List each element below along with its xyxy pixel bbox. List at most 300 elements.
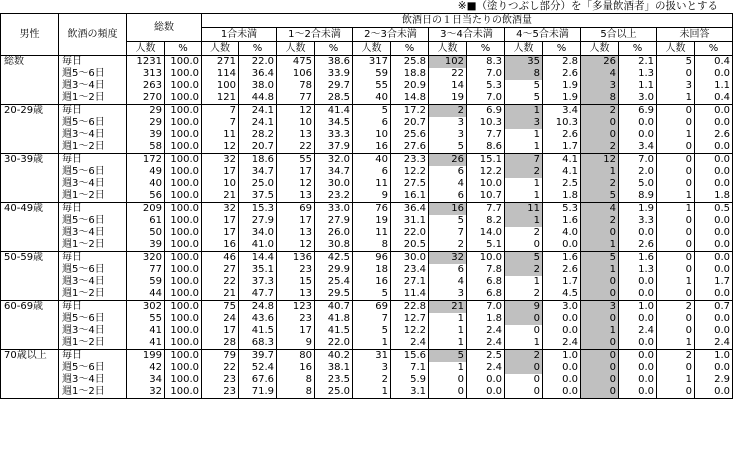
group-label: 40-49歳: [1, 203, 59, 252]
frequency-label: 週1～2日: [59, 92, 127, 105]
cell-value: 0: [429, 374, 467, 386]
table-row: [1, 154, 733, 167]
cell-value: 17: [277, 166, 315, 178]
cell-value: 100.0: [165, 68, 202, 80]
header-category: 2～3合未満: [353, 28, 429, 42]
cell-value: 0: [505, 374, 543, 386]
cell-value: 1: [505, 129, 543, 141]
cell-value: 5: [353, 325, 391, 337]
cell-value: 100.0: [165, 80, 202, 92]
cell-value: 7: [353, 313, 391, 325]
cell-value: 3: [657, 80, 695, 92]
cell-value: 8: [277, 386, 315, 399]
cell-value: 0.0: [695, 178, 733, 190]
cell-value: 2.1: [619, 56, 657, 69]
cell-value: 32: [127, 386, 165, 399]
cell-value: 172: [127, 154, 165, 167]
table-row: [1, 227, 733, 239]
cell-value: 0: [581, 129, 619, 141]
cell-value: 0.0: [543, 239, 581, 252]
cell-value: 36.4: [239, 68, 277, 80]
cell-value: 1: [505, 178, 543, 190]
cell-value: 59: [353, 68, 391, 80]
cell-value: 22.0: [239, 56, 277, 69]
cell-value: 270: [127, 92, 165, 105]
cell-value: 0: [581, 362, 619, 374]
cell-value: 1: [581, 239, 619, 252]
cell-value: 2: [657, 350, 695, 363]
cell-value: 17: [202, 325, 239, 337]
cell-value: 0: [657, 105, 695, 118]
header-category: 未回答: [657, 28, 733, 42]
header-percent: %: [391, 42, 429, 56]
cell-value: 22: [429, 68, 467, 80]
cell-value: 1: [505, 141, 543, 154]
cell-value: 8.3: [467, 56, 505, 69]
cell-value: 0: [657, 68, 695, 80]
cell-value: 0.0: [543, 362, 581, 374]
cell-value: 3.0: [619, 92, 657, 105]
cell-value: 31: [353, 350, 391, 363]
group-label: 50-59歳: [1, 252, 59, 301]
cell-value: 17: [277, 215, 315, 227]
cell-value: 0: [657, 362, 695, 374]
cell-value: 100.0: [165, 203, 202, 216]
cell-value: 317: [353, 56, 391, 69]
cell-value: 16: [277, 362, 315, 374]
cell-value: 100.0: [165, 129, 202, 141]
frequency-label: 週3～4日: [59, 178, 127, 190]
frequency-label: 週3～4日: [59, 374, 127, 386]
cell-value: 1: [505, 105, 543, 118]
frequency-label: 週5～6日: [59, 117, 127, 129]
cell-value: 0.0: [695, 362, 733, 374]
cell-value: 1.8: [695, 190, 733, 203]
group-label: 30-39歳: [1, 154, 59, 203]
cell-value: 2: [581, 178, 619, 190]
cell-value: 21: [202, 190, 239, 203]
cell-value: 3: [429, 117, 467, 129]
cell-value: 46: [202, 252, 239, 265]
cell-value: 5: [429, 141, 467, 154]
cell-value: 10: [277, 117, 315, 129]
cell-value: 100.0: [165, 350, 202, 363]
cell-value: 0: [657, 227, 695, 239]
cell-value: 0.0: [695, 227, 733, 239]
frequency-label: 週3～4日: [59, 80, 127, 92]
cell-value: 6: [429, 264, 467, 276]
cell-value: 123: [277, 301, 315, 314]
cell-value: 28.5: [315, 92, 353, 105]
cell-value: 6.9: [619, 105, 657, 118]
cell-value: 0: [581, 227, 619, 239]
table-row: [1, 117, 733, 129]
cell-value: 79: [202, 350, 239, 363]
frequency-label: 週5～6日: [59, 264, 127, 276]
cell-value: 23: [202, 374, 239, 386]
cell-value: 44.8: [239, 92, 277, 105]
cell-value: 100.0: [165, 264, 202, 276]
cell-value: 14.8: [391, 92, 429, 105]
cell-value: 23: [277, 264, 315, 276]
cell-value: 100.0: [165, 92, 202, 105]
cell-value: 23.4: [391, 264, 429, 276]
cell-value: 0.4: [695, 56, 733, 69]
cell-value: 0.0: [543, 374, 581, 386]
cell-value: 11: [353, 227, 391, 239]
cell-value: 4: [429, 178, 467, 190]
cell-value: 41: [127, 337, 165, 350]
cell-value: 77: [127, 264, 165, 276]
cell-value: 0.0: [543, 313, 581, 325]
frequency-label: 週1～2日: [59, 141, 127, 154]
cell-value: 2.4: [391, 337, 429, 350]
cell-value: 16.1: [391, 190, 429, 203]
frequency-label: 毎日: [59, 350, 127, 363]
cell-value: 11: [353, 178, 391, 190]
cell-value: 58: [127, 141, 165, 154]
cell-value: 40.7: [315, 301, 353, 314]
cell-value: 39: [127, 239, 165, 252]
cell-value: 100.0: [165, 166, 202, 178]
cell-value: 25.0: [239, 178, 277, 190]
cell-value: 36.4: [391, 203, 429, 216]
cell-value: 34.7: [315, 166, 353, 178]
cell-value: 1: [657, 203, 695, 216]
cell-value: 27.9: [239, 215, 277, 227]
table-row: [1, 313, 733, 325]
table-row: [1, 56, 733, 69]
cell-value: 16: [429, 203, 467, 216]
cell-value: 23: [202, 386, 239, 399]
cell-value: 0.0: [619, 288, 657, 301]
cell-value: 12: [581, 154, 619, 167]
cell-value: 0.0: [695, 252, 733, 265]
cell-value: 19: [353, 215, 391, 227]
cell-value: 0: [581, 313, 619, 325]
cell-value: 6.8: [467, 288, 505, 301]
cell-value: 1231: [127, 56, 165, 69]
cell-value: 23: [277, 313, 315, 325]
header-category: 4～5合未満: [505, 28, 581, 42]
cell-value: 76: [353, 203, 391, 216]
cell-value: 35: [505, 56, 543, 69]
cell-value: 27.5: [391, 178, 429, 190]
cell-value: 100.0: [165, 337, 202, 350]
cell-value: 30.8: [315, 239, 353, 252]
cell-value: 0: [581, 337, 619, 350]
table-row: [1, 166, 733, 178]
cell-value: 0: [505, 362, 543, 374]
cell-value: 1: [429, 362, 467, 374]
cell-value: 0: [429, 386, 467, 399]
cell-value: 26.0: [315, 227, 353, 239]
cell-value: 41.8: [315, 313, 353, 325]
cell-value: 7.7: [467, 203, 505, 216]
cell-value: 6: [429, 166, 467, 178]
cell-value: 0: [505, 386, 543, 399]
cell-value: 271: [202, 56, 239, 69]
cell-value: 0.4: [695, 92, 733, 105]
cell-value: 100.0: [165, 362, 202, 374]
cell-value: 13: [277, 190, 315, 203]
cell-value: 0.0: [619, 313, 657, 325]
cell-value: 1.1: [619, 80, 657, 92]
table-row: [1, 301, 733, 314]
cell-value: 100.0: [165, 56, 202, 69]
cell-value: 2.6: [543, 129, 581, 141]
cell-value: 27.6: [391, 141, 429, 154]
cell-value: 3: [429, 129, 467, 141]
cell-value: 100.0: [165, 154, 202, 167]
header-category: 5合以上: [581, 28, 657, 42]
cell-value: 9: [353, 190, 391, 203]
cell-value: 10: [202, 178, 239, 190]
table-row: [1, 264, 733, 276]
cell-value: 42: [127, 362, 165, 374]
cell-value: 1.3: [619, 264, 657, 276]
cell-value: 11.4: [391, 288, 429, 301]
cell-value: 17: [202, 215, 239, 227]
cell-value: 20.7: [391, 117, 429, 129]
cell-value: 4: [581, 203, 619, 216]
cell-value: 29: [127, 117, 165, 129]
cell-value: 199: [127, 350, 165, 363]
cell-value: 12.2: [467, 166, 505, 178]
cell-value: 32.0: [315, 154, 353, 167]
table-row: [1, 374, 733, 386]
cell-value: 0.0: [695, 166, 733, 178]
cell-value: 22.8: [391, 301, 429, 314]
cell-value: 5: [505, 80, 543, 92]
cell-value: 263: [127, 80, 165, 92]
cell-value: 121: [202, 92, 239, 105]
cell-value: 29.9: [315, 264, 353, 276]
cell-value: 39.7: [239, 350, 277, 363]
cell-value: 6.9: [467, 105, 505, 118]
cell-value: 0: [505, 239, 543, 252]
cell-value: 47.7: [239, 288, 277, 301]
cell-value: 0: [505, 325, 543, 337]
cell-value: 41.5: [239, 325, 277, 337]
cell-value: 3.4: [619, 141, 657, 154]
cell-value: 0: [581, 350, 619, 363]
cell-value: 40: [353, 92, 391, 105]
header-percent: %: [467, 42, 505, 56]
cell-value: 19: [429, 92, 467, 105]
table-row: [1, 141, 733, 154]
cell-value: 68.3: [239, 337, 277, 350]
group-label: 20-29歳: [1, 105, 59, 154]
cell-value: 24.8: [239, 301, 277, 314]
cell-value: 0.0: [619, 386, 657, 399]
header-category: 3～4合未満: [429, 28, 505, 42]
cell-value: 8.2: [467, 215, 505, 227]
cell-value: 5: [657, 56, 695, 69]
cell-value: 3: [581, 80, 619, 92]
cell-value: 2: [505, 166, 543, 178]
cell-value: 5: [581, 190, 619, 203]
cell-value: 7: [202, 117, 239, 129]
cell-value: 0.0: [695, 239, 733, 252]
cell-value: 100.0: [165, 374, 202, 386]
cell-value: 69: [277, 203, 315, 216]
cell-value: 0.0: [695, 117, 733, 129]
cell-value: 27.1: [391, 276, 429, 288]
cell-value: 2: [581, 141, 619, 154]
cell-value: 5: [353, 288, 391, 301]
cell-value: 10.0: [467, 178, 505, 190]
table-row: [1, 92, 733, 105]
table-row: [1, 325, 733, 337]
cell-value: 55: [277, 154, 315, 167]
header-percent: %: [239, 42, 277, 56]
cell-value: 44: [127, 288, 165, 301]
header-percent: %: [619, 42, 657, 56]
cell-value: 1: [657, 190, 695, 203]
cell-value: 475: [277, 56, 315, 69]
header-percent: %: [543, 42, 581, 56]
cell-value: 100.0: [165, 252, 202, 265]
cell-value: 100.0: [165, 215, 202, 227]
table-row: [1, 129, 733, 141]
cell-value: 5: [505, 252, 543, 265]
cell-value: 0: [581, 117, 619, 129]
cell-value: 22: [202, 362, 239, 374]
cell-value: 17: [202, 227, 239, 239]
cell-value: 1.0: [619, 301, 657, 314]
cell-value: 0.5: [695, 203, 733, 216]
cell-value: 0.0: [619, 374, 657, 386]
cell-value: 56: [127, 190, 165, 203]
cell-value: 7: [505, 154, 543, 167]
cell-value: 29: [127, 105, 165, 118]
cell-value: 7.0: [467, 68, 505, 80]
cell-value: 30.0: [315, 178, 353, 190]
frequency-label: 週1～2日: [59, 288, 127, 301]
cell-value: 24: [202, 313, 239, 325]
cell-value: 3.4: [543, 105, 581, 118]
cell-value: 28: [202, 337, 239, 350]
cell-value: 100.0: [165, 288, 202, 301]
cell-value: 2: [581, 105, 619, 118]
cell-value: 50: [127, 227, 165, 239]
cell-value: 2.8: [543, 56, 581, 69]
cell-value: 41.4: [315, 105, 353, 118]
cell-value: 12: [277, 178, 315, 190]
cell-value: 0.0: [695, 386, 733, 399]
cell-value: 25.0: [315, 386, 353, 399]
cell-value: 1: [429, 313, 467, 325]
cell-value: 1: [581, 325, 619, 337]
frequency-label: 週1～2日: [59, 239, 127, 252]
header-category: 1合未満: [202, 28, 277, 42]
cell-value: 13: [277, 129, 315, 141]
frequency-label: 週1～2日: [59, 386, 127, 399]
cell-value: 18: [353, 264, 391, 276]
frequency-label: 週5～6日: [59, 362, 127, 374]
cell-value: 100.0: [165, 227, 202, 239]
cell-value: 67.6: [239, 374, 277, 386]
cell-value: 22.0: [315, 337, 353, 350]
table-row: [1, 203, 733, 216]
cell-value: 49: [127, 166, 165, 178]
cell-value: 0.0: [695, 264, 733, 276]
cell-value: 2.6: [619, 239, 657, 252]
cell-value: 7.0: [467, 301, 505, 314]
frequency-label: 週1～2日: [59, 190, 127, 203]
cell-value: 0: [657, 117, 695, 129]
cell-value: 6: [429, 190, 467, 203]
cell-value: 2.6: [543, 264, 581, 276]
cell-value: 40.2: [315, 350, 353, 363]
cell-value: 13: [277, 227, 315, 239]
cell-value: 1.9: [543, 80, 581, 92]
cell-value: 100.0: [165, 239, 202, 252]
cell-value: 12.7: [391, 313, 429, 325]
cell-value: 0: [505, 313, 543, 325]
cell-value: 6: [353, 117, 391, 129]
cell-value: 23.5: [315, 374, 353, 386]
cell-value: 4.1: [543, 166, 581, 178]
cell-value: 78: [277, 80, 315, 92]
group-label: 総数: [1, 56, 59, 105]
cell-value: 4: [581, 68, 619, 80]
cell-value: 2.4: [695, 337, 733, 350]
cell-value: 10.3: [467, 117, 505, 129]
cell-value: 2.4: [467, 362, 505, 374]
cell-value: 1.7: [543, 141, 581, 154]
table-row: [1, 362, 733, 374]
cell-value: 4.5: [543, 288, 581, 301]
cell-value: 15.3: [239, 203, 277, 216]
cell-value: 1.9: [619, 203, 657, 216]
cell-value: 1: [657, 374, 695, 386]
cell-value: 34.5: [315, 117, 353, 129]
cell-value: 10.7: [467, 190, 505, 203]
cell-value: 0.0: [619, 337, 657, 350]
cell-value: 2: [505, 227, 543, 239]
cell-value: 24.1: [239, 117, 277, 129]
cell-value: 40: [353, 154, 391, 167]
cell-value: 15.1: [467, 154, 505, 167]
cell-value: 96: [353, 252, 391, 265]
cell-value: 32: [202, 154, 239, 167]
cell-value: 2.5: [467, 350, 505, 363]
cell-value: 29.5: [315, 288, 353, 301]
cell-value: 52.4: [239, 362, 277, 374]
cell-value: 22: [277, 141, 315, 154]
cell-value: 0.0: [619, 362, 657, 374]
cell-value: 1.8: [543, 190, 581, 203]
cell-value: 20.7: [239, 141, 277, 154]
cell-value: 61: [127, 215, 165, 227]
cell-value: 5.3: [467, 80, 505, 92]
cell-value: 1: [657, 337, 695, 350]
cell-value: 0.0: [619, 276, 657, 288]
header-count: 人数: [581, 42, 619, 56]
cell-value: 5.3: [543, 203, 581, 216]
cell-value: 26: [429, 154, 467, 167]
cell-value: 2: [581, 215, 619, 227]
cell-value: 5.0: [619, 178, 657, 190]
group-label: 60-69歳: [1, 301, 59, 350]
frequency-label: 毎日: [59, 301, 127, 314]
cell-value: 1: [505, 190, 543, 203]
cell-value: 10: [353, 129, 391, 141]
cell-value: 2: [657, 301, 695, 314]
cell-value: 8: [353, 239, 391, 252]
